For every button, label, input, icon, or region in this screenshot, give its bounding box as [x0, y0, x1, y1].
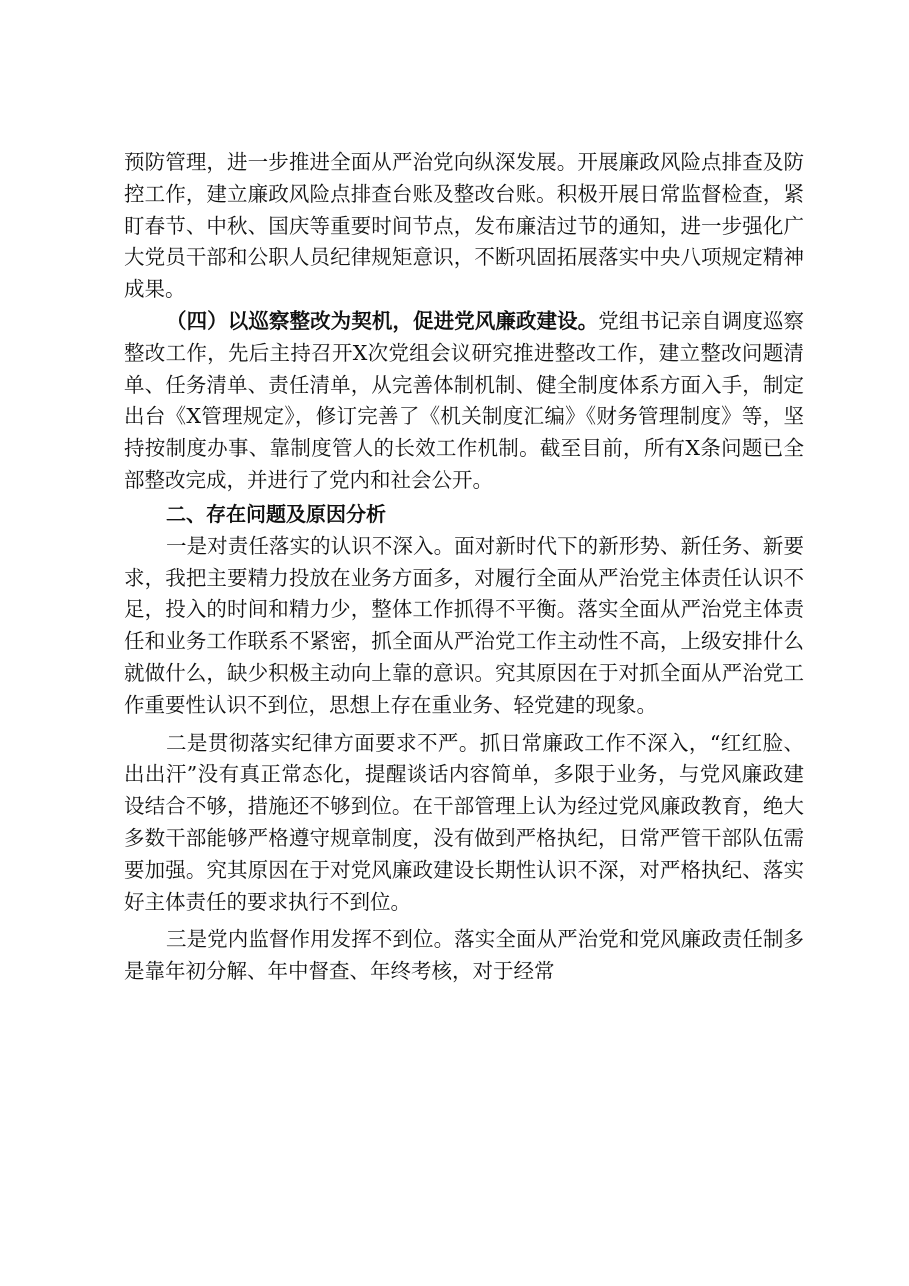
document-body: [124, 147, 804, 988]
paragraph-prevention: 预防管理，进一步推进全面从严治党向纵深发展。开展廉政风险点排查及防控工作，建立廉政风险点排查台账及整改台账。积极开展日常监督检查，紧盯春节、中秋、国庆等重要时间节点，发布廉洁过节的通知，进一步强化广大党员干部和公职人员纪律规矩意识，不断巩固拓展落实中央八项规定精神成果。: [124, 150, 804, 302]
section-heading: 二、存在问题及原因分析: [166, 501, 386, 526]
paragraph-issue-two: 二是贯彻落实纪律方面要求不严。抓日常廉政工作不深入，“红红脸、出出汗”没有真正常态化，提醒谈话内容简单，多限于业务，与党风廉政建设结合不够，措施还不够到位。在干部管理上认为经过党风廉政教育，绝大多数干部能够严格遵守规章制度，没有做到严格执纪，日常严管干部队伍需要加强。究其原因在于对党风廉政建设长期性认识不深，对严格执纪、落实好主体责任的要求执行不到位。: [124, 730, 804, 914]
paragraph-issue-three: 三是党内监督作用发挥不到位。落实全面从严治党和党风廉政责任制多是靠年初分解、年中督查、年终考核，对于经常: [124, 927, 804, 984]
paragraph-body-text: 党组书记亲自调度巡察整改工作，先后主持召开X次党组会议研究推进整改工作，建立整改问题清单、任务清单、责任清单，从完善体制机制、健全制度体系方面入手，制定出台《X管理规定》，修订完善了《机关制度汇编》《财务管理制度》等，坚持按制度办事、靠制度管人的长效工作机制。截至目前，所有X条问题已全部整改完成，并进行了党内和社会公开。: [124, 308, 804, 492]
paragraph-inspection-rectification: [124, 306, 804, 497]
paragraph-issue-one: 一是对责任落实的认识不深入。面对新时代下的新形势、新任务、新要求，我把主要精力投放在业务方面多，对履行全面从严治党主体责任认识不足，投入的时间和精力少，整体工作抓得不平衡。落实全面从严治党主体责任和业务工作联系不紧密，抓全面从严治党工作主动性不高，上级安排什么就做什么，缺少积极主动向上靠的意识。究其原因在于对抓全面从严治党工作重要性认识不到位，思想上存在重业务、轻党建的现象。: [124, 533, 804, 717]
paragraph-lead-phrase: （四）以巡察整改为契机，促进党风廉政建设。: [166, 308, 599, 333]
